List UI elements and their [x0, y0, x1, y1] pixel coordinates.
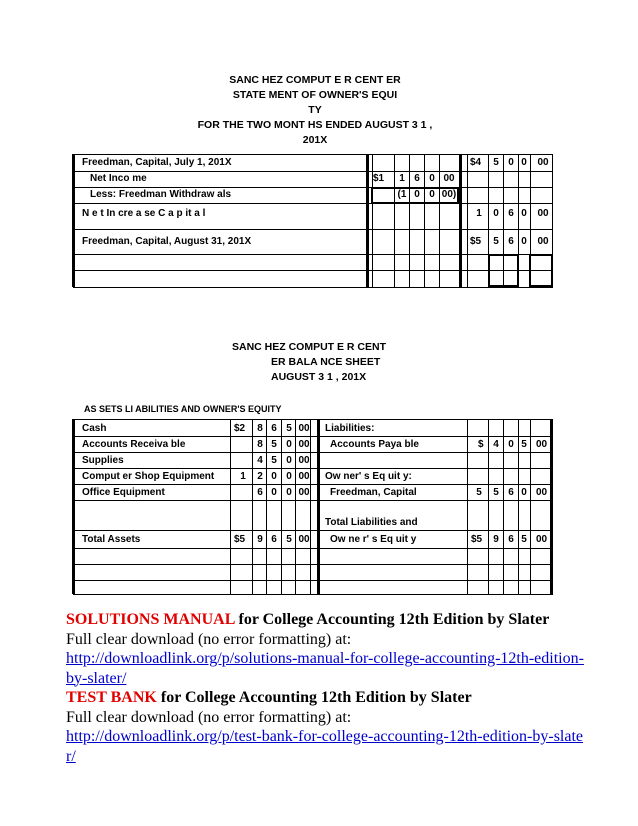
total-le-label-1: Total Liabilities and [325, 517, 418, 528]
rule [73, 287, 553, 288]
dollar-sign: $5 [234, 534, 246, 545]
dollar-sign: $5 [470, 236, 482, 247]
test-bank-line [66, 688, 586, 708]
digit: 0 [521, 236, 527, 247]
highlight-box [488, 254, 519, 287]
rule [73, 270, 553, 271]
digit: 5 [286, 423, 292, 434]
digit: 0 [271, 471, 277, 482]
digit: 0 [521, 208, 527, 219]
digit: 00 [298, 423, 310, 434]
rule [73, 452, 553, 453]
asset-label: Accounts Receiva ble [82, 439, 186, 450]
digit: 0 [508, 157, 514, 168]
digit: 0 [521, 487, 527, 498]
section-heading: AS SETS LI ABILITIES AND OWNER'S EQUITY [84, 404, 282, 414]
test-bank-link[interactable]: http://downloadlink.org/p/test-bank-for-college-accounting-12th-edition-by-slater/ [66, 728, 584, 765]
digit: 6 [257, 487, 263, 498]
digit: 6 [508, 236, 514, 247]
freedman-capital-label: Freedman, Capital [330, 487, 417, 498]
rule [73, 530, 553, 531]
digit: 0 [521, 157, 527, 168]
digit: 5 [521, 439, 527, 450]
rule [317, 419, 320, 594]
rule [73, 468, 553, 469]
digit: 4 [493, 439, 499, 450]
rule [73, 594, 553, 595]
digit: 0 [429, 189, 435, 200]
digit: 0 [414, 189, 420, 200]
dollar-sign: $ [478, 439, 484, 450]
rule [366, 154, 369, 287]
balance-date: AUGUST 3 1 , 201X [271, 371, 367, 383]
solutions-manual-title: SOLUTIONS MANUAL [66, 611, 235, 628]
digit: 9 [493, 534, 499, 545]
balance-company: SANC HEZ COMPUT E R CENT [232, 341, 387, 353]
digit: 4 [257, 455, 263, 466]
rule [467, 419, 468, 594]
row-label: Less: Freedman Withdraw als [90, 189, 232, 200]
dollar-sign: $1 [373, 173, 385, 184]
solutions-manual-note: Full clear download (no error formatting) at: [66, 630, 352, 648]
rule [73, 187, 553, 188]
digit: 6 [508, 534, 514, 545]
rule [72, 154, 75, 287]
test-bank-title: TEST BANK [66, 689, 157, 706]
digit: 0 [286, 471, 292, 482]
solutions-manual-line [66, 610, 586, 630]
digit: 6 [271, 423, 277, 434]
rule [73, 564, 553, 565]
digit: 1 [240, 471, 246, 482]
digit: 6 [508, 487, 514, 498]
statement-company: SANC HEZ COMPUT E R CENT ER [229, 74, 401, 86]
rule [73, 254, 553, 255]
row-label: Freedman, Capital, August 31, 201X [82, 236, 252, 247]
digit: 00 [298, 455, 310, 466]
row-label: Freedman, Capital, July 1, 201X [82, 157, 232, 168]
rule [73, 229, 553, 230]
digit: 5 [476, 487, 482, 498]
solutions-manual-link[interactable]: http://downloadlink.org/p/solutions-manual-for-college-accounting-12th-edition-by-slater/ [66, 650, 584, 687]
digit: 5 [271, 439, 277, 450]
digit: 9 [257, 534, 263, 545]
solutions-manual-subtitle: for College Accounting 12th Edition by Slater [234, 611, 550, 628]
total-le-label-2: Ow ne r' s Eq uit y [330, 534, 417, 545]
digit: 8 [257, 439, 263, 450]
rule [73, 580, 553, 581]
digit: 00 [535, 487, 548, 498]
rule [73, 484, 553, 485]
digit: 0 [286, 455, 292, 466]
digit: 2 [257, 471, 263, 482]
rule [230, 419, 231, 594]
statement-title-1: STATE MENT OF OWNER'S EQUI [232, 89, 398, 101]
liabilities-heading: Liabilities: [325, 423, 375, 434]
digit: 0 [271, 487, 277, 498]
digit: 5 [271, 455, 277, 466]
rule [73, 203, 553, 204]
row-label: N e t In cre a se C a p it a l [82, 208, 206, 219]
digit: 5 [493, 157, 499, 168]
digit: 00) [441, 189, 457, 200]
dollar-sign: $4 [470, 157, 482, 168]
digit: 6 [414, 173, 420, 184]
dollar-sign: $5 [471, 534, 483, 545]
rule [550, 419, 553, 594]
digit: 00 [298, 471, 310, 482]
digit: 00 [298, 487, 310, 498]
test-bank-note: Full clear download (no error formatting) at: [66, 708, 352, 726]
rule [73, 154, 553, 155]
rule [459, 154, 462, 287]
footer [66, 610, 586, 766]
statement-period-1: FOR THE TWO MONT HS ENDED AUGUST 3 1 , [197, 119, 433, 131]
digit: 00 [537, 157, 549, 168]
digit: 5 [286, 534, 292, 545]
rule [73, 171, 553, 172]
rule [72, 419, 75, 594]
digit: 5 [521, 534, 527, 545]
asset-label: Supplies [82, 455, 124, 466]
statement-title-2: TY [308, 104, 322, 116]
digit: 00 [537, 208, 549, 219]
dollar-sign: $2 [234, 423, 246, 434]
digit: 6 [508, 208, 514, 219]
digit: 6 [271, 534, 277, 545]
digit: 0 [429, 173, 435, 184]
digit: 0 [493, 208, 499, 219]
total-assets-label: Total Assets [82, 534, 141, 545]
digit: 1 [399, 173, 405, 184]
digit: 00 [298, 439, 310, 450]
balance-title: ER BALA NCE SHEET [271, 356, 381, 368]
digit: (1 [397, 189, 407, 200]
balance-sheet-header [232, 340, 386, 385]
test-bank-subtitle: for College Accounting 12th Edition by Slater [156, 689, 472, 706]
asset-label: Comput er Shop Equipment [82, 471, 215, 482]
digit: 00 [298, 534, 310, 545]
digit: 00 [535, 439, 548, 450]
equity-heading: Ow ner' s Eq uit y: [325, 471, 412, 482]
digit: 1 [476, 208, 482, 219]
digit: 5 [493, 487, 499, 498]
digit: 00 [535, 534, 548, 545]
asset-label: Office Equipment [82, 487, 165, 498]
rule [73, 500, 553, 501]
asset-label: Cash [82, 423, 107, 434]
digit: 0 [286, 487, 292, 498]
rule [467, 154, 468, 287]
digit: 0 [508, 439, 514, 450]
digit: 8 [257, 423, 263, 434]
digit: 5 [493, 236, 499, 247]
statement-header [130, 73, 500, 148]
digit: 00 [537, 236, 549, 247]
rule [73, 548, 553, 549]
digit: 00 [443, 173, 455, 184]
rule [73, 436, 553, 437]
row-label: Net Inco me [90, 173, 147, 184]
highlight-box [529, 254, 553, 287]
rule [73, 419, 553, 420]
accounts-payable-label: Accounts Paya ble [330, 439, 419, 450]
digit: 0 [286, 439, 292, 450]
statement-period-2: 201X [302, 134, 328, 146]
